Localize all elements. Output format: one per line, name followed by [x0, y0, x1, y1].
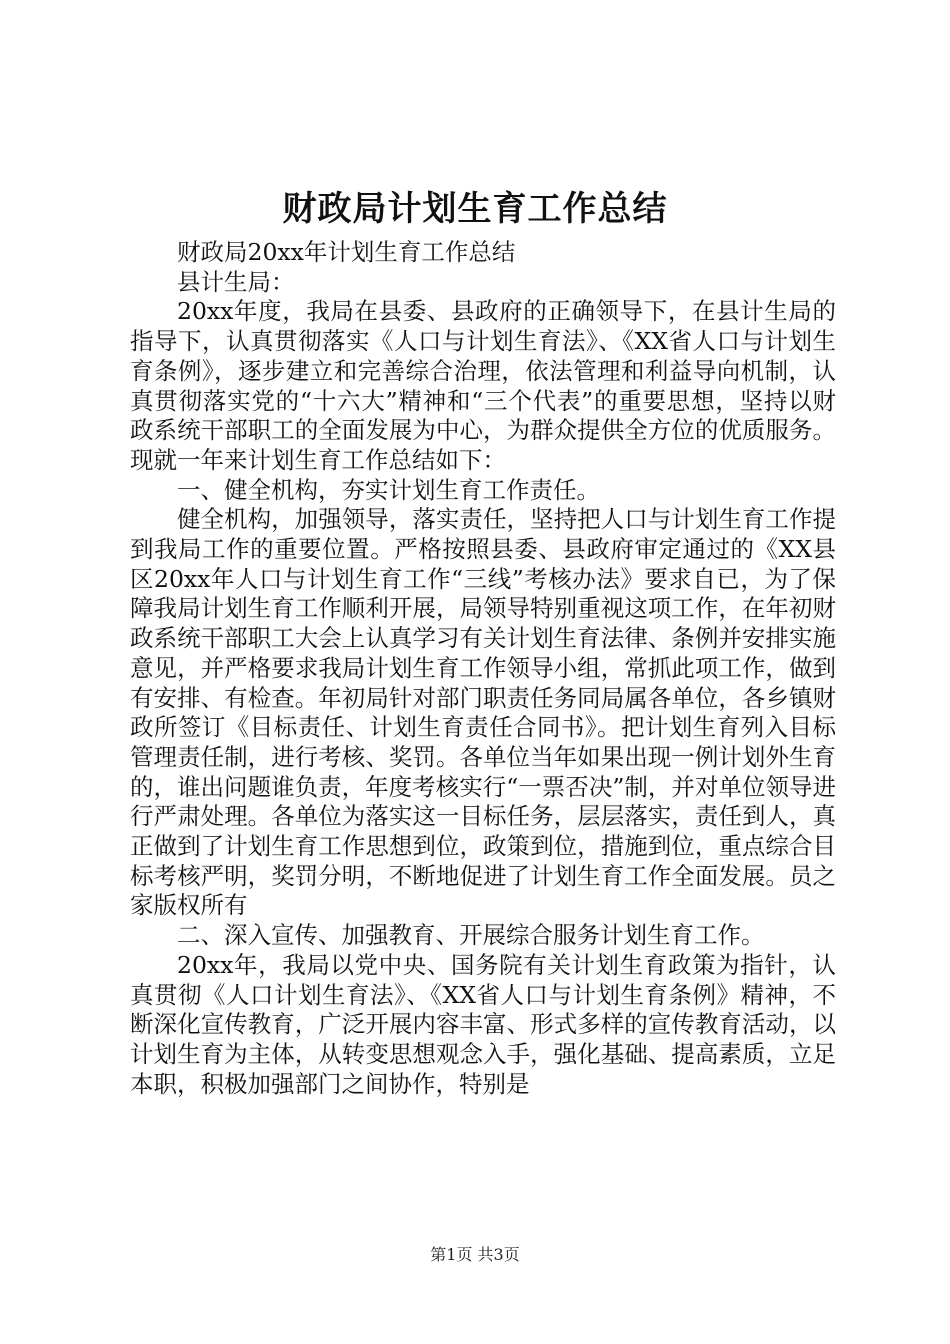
paragraph-intro: 20xx年度，我局在县委、县政府的正确领导下，在县计生局的指导下，认真贯彻落实《人口与计划生育法》、《XX省人口与计划生育条例》，逐步建立和完善综合治理，依法管理和利益导向机制，认真贯彻落实党的“十六大”精神和“三个代表”的重要思想，坚持以财政系统干部职工的全面发展为中心，为群众提供全方位的优质服务。现就一年来计划生育工作总结如下：	[130, 297, 836, 474]
document-body	[130, 238, 836, 1099]
paragraph-subtitle: 财政局20xx年计划生育工作总结	[177, 238, 516, 266]
paragraph-section-2: 20xx年，我局以党中央、国务院有关计划生育政策为指针，认真贯彻《人口计划生育法》、《XX省人口与计划生育条例》精神，不断深化宣传教育，广泛开展内容丰富、形式多样的宣传教育活动，以计划生育为主体，从转变思想观念入手，强化基础、提高素质，立足本职，积极加强部门之间协作，特别是	[130, 950, 836, 1098]
paragraph-section-1: 健全机构，加强领导，落实责任，坚持把人口与计划生育工作提到我局工作的重要位置。严格按照县委、县政府审定通过的《XX县区20xx年人口与计划生育工作“三线”考核办法》要求自已，为了保障我局计划生育工作顺利开展，局领导特别重视这项工作，在年初财政系统干部职工大会上认真学习有关计划生育法律、条例并安排实施意见，并严格要求我局计划生育工作领导小组，常抓此项工作，做到有安排、有检查。年初局针对部门职责任务同局属各单位，各乡镇财政所签订《目标责任、计划生育责任合同书》。把计划生育列入目标管理责任制，进行考核、奖罚。各单位当年如果出现一例计划外生育的，谁出问题谁负责，年度考核实行“一票否决”制，并对单位领导进行严肃处理。各单位为落实这一目标任务，层层落实，责任到人，真正做到了计划生育工作思想到位，政策到位，措施到位，重点综合目标考核严明，奖罚分明，不断地促进了计划生育工作全面发展。员之家版权所有	[130, 505, 836, 920]
document-title: 财政局计划生育工作总结	[282, 189, 668, 229]
page-footer: 第1页 共3页	[430, 1245, 520, 1264]
paragraph-addressee: 县计生局：	[177, 267, 295, 296]
section-heading-1: 一、健全机构，夯实计划生育工作责任。	[177, 475, 600, 504]
section-heading-2: 二、深入宣传、加强教育、开展综合服务计划生育工作。	[177, 921, 765, 950]
